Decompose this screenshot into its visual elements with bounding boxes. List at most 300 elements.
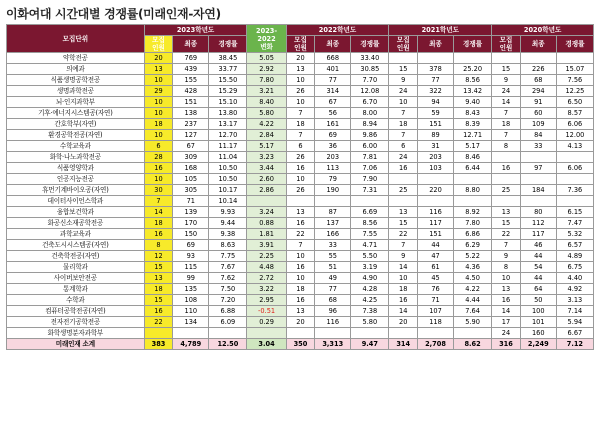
rate-2020-cell [556, 152, 593, 163]
recruit-2021-cell: 10 [389, 273, 418, 284]
rate-2022-cell: 7.31 [351, 185, 389, 196]
unit-header: 모집단위 [7, 25, 145, 53]
rate-2023-cell: 11.04 [209, 152, 247, 163]
rate-2023-cell [209, 328, 247, 339]
recruit-2021-cell [389, 196, 418, 207]
final-2021-cell: 2,708 [418, 339, 454, 350]
final-2021-cell: 117 [418, 218, 454, 229]
rate-2023-cell: 11.17 [209, 141, 247, 152]
rate-2021-cell: 5.17 [454, 141, 492, 152]
final-2021-cell: 71 [418, 295, 454, 306]
final-2023-cell: 135 [173, 284, 209, 295]
rate-2022-cell: 7.38 [351, 306, 389, 317]
change-2023-2022-cell: 2.72 [247, 273, 286, 284]
final-2020-cell: 184 [520, 185, 556, 196]
recruit-2021-cell: 18 [389, 119, 418, 130]
department-name: 미래인재 소계 [7, 339, 145, 350]
final-2022-cell: 113 [315, 163, 351, 174]
change-2023-2022-cell: 7.80 [247, 75, 286, 86]
recruit-2023-cell: 7 [144, 196, 173, 207]
recruit-2023-cell: 10 [144, 75, 173, 86]
recruit-2020-cell: 8 [492, 141, 521, 152]
rate-2023-cell: 10.14 [209, 196, 247, 207]
year-2022-header: 2022학년도 [286, 25, 389, 36]
recruit-2022-cell: 18 [286, 284, 315, 295]
table-row [7, 284, 594, 295]
recruit-2022-cell: 20 [286, 317, 315, 328]
recruit-2021-cell: 25 [389, 185, 418, 196]
rate-2020-cell: 15.07 [556, 64, 593, 75]
final-2020-cell: 60 [520, 108, 556, 119]
rate-2023-cell: 12.70 [209, 130, 247, 141]
rate-2022-cell [351, 196, 389, 207]
department-name: 데이터사이언스학과 [7, 196, 145, 207]
recruit-2022-cell: 7 [286, 108, 315, 119]
final-2022-cell: 51 [315, 262, 351, 273]
final-2020-cell [520, 152, 556, 163]
department-name: 생명과학전공 [7, 86, 145, 97]
recruit-2022-cell: 16 [286, 262, 315, 273]
department-name: 환경공학전공(자연) [7, 130, 145, 141]
final-2021-cell: 220 [418, 185, 454, 196]
final-2023-cell: 69 [173, 240, 209, 251]
rate-2021-cell: 8.80 [454, 185, 492, 196]
recruit-header [144, 36, 173, 53]
rate-2021-cell: 8.92 [454, 207, 492, 218]
department-name: 과학교육과 [7, 229, 145, 240]
rate-2022-cell: 9.86 [351, 130, 389, 141]
rate-2020-cell: 6.06 [556, 119, 593, 130]
final-2021-cell: 151 [418, 119, 454, 130]
recruit-2021-cell: 7 [389, 108, 418, 119]
rate-2022-cell: 8.56 [351, 218, 389, 229]
final-2020-cell: 33 [520, 141, 556, 152]
final-2021-cell: 94 [418, 97, 454, 108]
department-name: 간호학부(자연) [7, 119, 145, 130]
rate-2020-cell: 6.15 [556, 207, 593, 218]
rate-2021-cell: 8.39 [454, 119, 492, 130]
recruit-2020-cell: 13 [492, 284, 521, 295]
rate-2020-cell: 7.56 [556, 75, 593, 86]
recruit-2020-cell [492, 174, 521, 185]
rate-2020-cell: 12.25 [556, 86, 593, 97]
final-2022-cell: 161 [315, 119, 351, 130]
department-name: 인공지능전공 [7, 174, 145, 185]
recruit-2023-cell: 22 [144, 317, 173, 328]
recruit-2020-cell: 22 [492, 229, 521, 240]
final-2021-cell: 103 [418, 163, 454, 174]
department-name: 사이버보안전공 [7, 273, 145, 284]
recruit-2021-cell: 7 [389, 130, 418, 141]
rate-2023-cell: 9.44 [209, 218, 247, 229]
final-2022-cell: 166 [315, 229, 351, 240]
recruit-2020-cell: 7 [492, 130, 521, 141]
rate-2022-cell: 6.00 [351, 141, 389, 152]
rate-header: 경쟁률 [454, 36, 492, 53]
final-2022-cell: 203 [315, 152, 351, 163]
recruit-2023-cell [144, 328, 173, 339]
change-2023-2022-cell: 3.23 [247, 152, 286, 163]
table-row [7, 53, 594, 64]
recruit-2022-cell: 10 [286, 251, 315, 262]
rate-2020-cell: 6.06 [556, 163, 593, 174]
rate-2020-cell: 7.14 [556, 306, 593, 317]
table-row [7, 97, 594, 108]
final-2021-cell: 77 [418, 75, 454, 86]
recruit-2021-cell: 24 [389, 86, 418, 97]
final-2023-cell: 769 [173, 53, 209, 64]
final-2020-cell: 64 [520, 284, 556, 295]
rate-2021-cell: 5.90 [454, 317, 492, 328]
recruit-2021-cell: 7 [389, 240, 418, 251]
table-row [7, 86, 594, 97]
final-2023-cell: 99 [173, 273, 209, 284]
total-row [7, 339, 594, 350]
rate-2020-cell: 7.47 [556, 218, 593, 229]
final-2021-cell: 47 [418, 251, 454, 262]
final-2022-cell: 116 [315, 317, 351, 328]
final-2023-cell: 151 [173, 97, 209, 108]
rate-2022-cell: 4.28 [351, 284, 389, 295]
recruit-2021-cell: 22 [389, 229, 418, 240]
recruit-header [389, 36, 418, 53]
final-2022-cell: 33 [315, 240, 351, 251]
change-2023-2022-cell: 2.95 [247, 295, 286, 306]
rate-2021-cell: 8.46 [454, 152, 492, 163]
rate-2020-cell: 12.00 [556, 130, 593, 141]
rate-2020-cell: 4.40 [556, 273, 593, 284]
department-name: 뇌·인지과학부 [7, 97, 145, 108]
change-2023-2022-cell: 3.91 [247, 240, 286, 251]
rate-2023-cell: 33.77 [209, 64, 247, 75]
rate-2020-cell [556, 174, 593, 185]
rate-2022-cell: 7.81 [351, 152, 389, 163]
final-2020-cell: 91 [520, 97, 556, 108]
rate-2020-cell: 6.75 [556, 262, 593, 273]
department-name: 수학과 [7, 295, 145, 306]
recruit-2021-cell: 13 [389, 207, 418, 218]
rate-2023-cell: 12.50 [209, 339, 247, 350]
recruit-2023-cell: 14 [144, 207, 173, 218]
change-2023-2022-cell: 5.80 [247, 108, 286, 119]
recruit-2023-cell: 10 [144, 130, 173, 141]
final-2023-cell: 115 [173, 262, 209, 273]
final-header: 최종 [315, 36, 351, 53]
recruit-2022-cell: 18 [286, 119, 315, 130]
table-row [7, 64, 594, 75]
recruit-2023-cell: 15 [144, 262, 173, 273]
rate-2021-cell: 5.22 [454, 251, 492, 262]
final-2020-cell: 50 [520, 295, 556, 306]
recruit-2020-cell: 316 [492, 339, 521, 350]
final-2023-cell: 237 [173, 119, 209, 130]
final-2023-cell [173, 328, 209, 339]
page-title: 이화여대 시간대별 경쟁률(미래인재-자연) [6, 7, 221, 21]
rate-2022-cell: 7.90 [351, 174, 389, 185]
rate-2020-cell [556, 196, 593, 207]
change-2023-2022-cell: 5.17 [247, 141, 286, 152]
rate-header: 경쟁률 [556, 36, 593, 53]
rate-2020-cell [556, 53, 593, 64]
final-2021-cell: 203 [418, 152, 454, 163]
table-row [7, 108, 594, 119]
recruit-2020-cell: 9 [492, 75, 521, 86]
rate-2022-cell: 8.94 [351, 119, 389, 130]
recruit-2022-cell: 350 [286, 339, 315, 350]
rate-2022-cell: 3.19 [351, 262, 389, 273]
recruit-2020-cell: 16 [492, 163, 521, 174]
recruit-2020-cell: 13 [492, 207, 521, 218]
recruit-line1: 모집 [152, 36, 165, 44]
recruit-2020-cell: 17 [492, 317, 521, 328]
department-name: 건축학전공(자연) [7, 251, 145, 262]
final-2021-cell: 322 [418, 86, 454, 97]
final-2021-cell: 89 [418, 130, 454, 141]
recruit-2023-cell: 30 [144, 185, 173, 196]
final-2021-cell: 378 [418, 64, 454, 75]
recruit-2022-cell: 6 [286, 141, 315, 152]
table-row [7, 229, 594, 240]
final-2022-cell: 190 [315, 185, 351, 196]
final-2023-cell: 150 [173, 229, 209, 240]
recruit-2023-cell: 10 [144, 97, 173, 108]
rate-2022-cell: 33.40 [351, 53, 389, 64]
rate-2023-cell: 8.63 [209, 240, 247, 251]
final-2020-cell: 84 [520, 130, 556, 141]
change-2023-2022-cell: 3.21 [247, 86, 286, 97]
final-2023-cell: 127 [173, 130, 209, 141]
final-2022-cell: 401 [315, 64, 351, 75]
final-2022-cell [315, 196, 351, 207]
rate-2022-cell: 8.00 [351, 108, 389, 119]
rate-2023-cell: 6.09 [209, 317, 247, 328]
rate-2023-cell: 15.29 [209, 86, 247, 97]
final-2021-cell: 107 [418, 306, 454, 317]
change-2023-2022-cell: 3.24 [247, 207, 286, 218]
final-2023-cell: 108 [173, 295, 209, 306]
year-2020-header: 2020학년도 [492, 25, 594, 36]
recruit-2022-cell: 26 [286, 185, 315, 196]
final-2023-cell: 170 [173, 218, 209, 229]
final-2020-cell: 160 [520, 328, 556, 339]
rate-2022-cell: 4.90 [351, 273, 389, 284]
department-name: 식품영양학과 [7, 163, 145, 174]
rate-2021-cell [454, 328, 492, 339]
final-2022-cell: 49 [315, 273, 351, 284]
department-name: 휴먼기계바이오공(자연) [7, 185, 145, 196]
recruit-2023-cell: 13 [144, 64, 173, 75]
table-row [7, 218, 594, 229]
recruit-2021-cell: 15 [389, 218, 418, 229]
rate-2021-cell: 8.56 [454, 75, 492, 86]
recruit-2022-cell: 16 [286, 163, 315, 174]
final-2023-cell: 168 [173, 163, 209, 174]
rate-2022-cell: 4.71 [351, 240, 389, 251]
final-2023-cell: 105 [173, 174, 209, 185]
recruit-2023-cell: 20 [144, 53, 173, 64]
recruit-line2: 인원 [294, 44, 307, 52]
rate-2022-cell: 5.50 [351, 251, 389, 262]
rate-2023-cell: 10.17 [209, 185, 247, 196]
recruit-2021-cell: 6 [389, 141, 418, 152]
rate-2021-cell: 7.80 [454, 218, 492, 229]
recruit-2022-cell: 26 [286, 86, 315, 97]
recruit-2021-cell: 18 [389, 284, 418, 295]
rate-2021-cell: 4.36 [454, 262, 492, 273]
final-2021-cell: 116 [418, 207, 454, 218]
change-2023-2022-cell: -0.51 [247, 306, 286, 317]
final-2020-cell [520, 53, 556, 64]
rate-2021-cell: 13.42 [454, 86, 492, 97]
recruit-line1: 모집 [396, 36, 410, 44]
final-2022-cell [315, 328, 351, 339]
final-2021-cell: 61 [418, 262, 454, 273]
change-2023-2022-cell: 4.22 [247, 119, 286, 130]
recruit-2021-cell: 314 [389, 339, 418, 350]
rate-2022-cell: 7.55 [351, 229, 389, 240]
table-row [7, 75, 594, 86]
final-2020-cell: 2,249 [520, 339, 556, 350]
rate-2020-cell: 4.89 [556, 251, 593, 262]
final-2020-cell: 44 [520, 251, 556, 262]
recruit-2022-cell: 10 [286, 273, 315, 284]
final-2021-cell [418, 174, 454, 185]
rate-header: 경쟁률 [209, 36, 247, 53]
rate-2020-cell: 5.32 [556, 229, 593, 240]
rate-2021-cell: 12.71 [454, 130, 492, 141]
change-2023-2022-cell: 2.60 [247, 174, 286, 185]
final-2023-cell: 305 [173, 185, 209, 196]
year-2023-header: 2023학년도 [144, 25, 247, 36]
final-2022-cell: 137 [315, 218, 351, 229]
rate-2020-cell: 7.36 [556, 185, 593, 196]
recruit-2021-cell: 14 [389, 262, 418, 273]
table-row [7, 317, 594, 328]
table-row [7, 251, 594, 262]
recruit-2022-cell [286, 328, 315, 339]
department-name: 건축도시시스템공(자연) [7, 240, 145, 251]
recruit-2023-cell: 10 [144, 174, 173, 185]
table-row [7, 163, 594, 174]
table-body [7, 53, 594, 350]
change-2023-2022-cell [247, 328, 286, 339]
rate-2021-cell: 8.43 [454, 108, 492, 119]
recruit-2020-cell: 16 [492, 295, 521, 306]
recruit-2023-cell: 18 [144, 284, 173, 295]
rate-2022-cell: 6.69 [351, 207, 389, 218]
rate-2021-cell: 6.29 [454, 240, 492, 251]
final-2020-cell: 68 [520, 75, 556, 86]
recruit-2020-cell: 15 [492, 64, 521, 75]
recruit-2022-cell [286, 196, 315, 207]
table-row [7, 174, 594, 185]
change-2023-2022-cell: 3.44 [247, 163, 286, 174]
recruit-2020-cell: 8 [492, 262, 521, 273]
rate-2021-cell: 4.50 [454, 273, 492, 284]
rate-2020-cell: 4.92 [556, 284, 593, 295]
change-2023-2022-cell: 1.81 [247, 229, 286, 240]
final-2021-cell: 151 [418, 229, 454, 240]
final-2020-cell: 80 [520, 207, 556, 218]
final-2023-cell: 309 [173, 152, 209, 163]
department-name: 화학생명분자과학부 [7, 328, 145, 339]
department-name: 통계학과 [7, 284, 145, 295]
rate-2022-cell: 9.47 [351, 339, 389, 350]
table-row [7, 306, 594, 317]
rate-2022-cell: 12.08 [351, 86, 389, 97]
rate-2021-cell: 6.44 [454, 163, 492, 174]
rate-2020-cell: 3.13 [556, 295, 593, 306]
final-2023-cell: 428 [173, 86, 209, 97]
recruit-2020-cell: 9 [492, 251, 521, 262]
change-header-line3: 변화 [260, 42, 273, 51]
final-2023-cell: 138 [173, 108, 209, 119]
final-2022-cell: 668 [315, 53, 351, 64]
final-2021-cell [418, 53, 454, 64]
final-header: 최종 [418, 36, 454, 53]
rate-2021-cell: 4.44 [454, 295, 492, 306]
change-2023-2022-cell: 0.29 [247, 317, 286, 328]
recruit-2021-cell [389, 53, 418, 64]
final-2020-cell [520, 196, 556, 207]
competition-rate-table [6, 24, 594, 350]
change-2023-2022-cell: 2.84 [247, 130, 286, 141]
recruit-2023-cell: 6 [144, 141, 173, 152]
recruit-header [492, 36, 521, 53]
rate-2023-cell: 7.75 [209, 251, 247, 262]
table-row [7, 295, 594, 306]
change-2023-2022-cell: 2.92 [247, 64, 286, 75]
final-2023-cell: 93 [173, 251, 209, 262]
department-name: 물리학과 [7, 262, 145, 273]
recruit-line2: 인원 [152, 44, 165, 52]
recruit-2022-cell: 7 [286, 130, 315, 141]
final-2020-cell: 109 [520, 119, 556, 130]
recruit-2020-cell: 24 [492, 86, 521, 97]
rate-2021-cell: 8.62 [454, 339, 492, 350]
table-row [7, 130, 594, 141]
rate-2023-cell: 13.80 [209, 108, 247, 119]
rate-2020-cell: 5.94 [556, 317, 593, 328]
department-name: 화공신소재공학전공 [7, 218, 145, 229]
table-row [7, 185, 594, 196]
final-2021-cell: 44 [418, 240, 454, 251]
rate-2022-cell: 7.70 [351, 75, 389, 86]
rate-2020-cell: 8.57 [556, 108, 593, 119]
rate-header: 경쟁률 [351, 36, 389, 53]
recruit-2022-cell: 13 [286, 64, 315, 75]
final-2022-cell: 67 [315, 97, 351, 108]
department-name: 컴퓨터공학전공(자연) [7, 306, 145, 317]
recruit-2020-cell: 10 [492, 273, 521, 284]
recruit-2021-cell: 24 [389, 152, 418, 163]
table-row [7, 262, 594, 273]
recruit-2022-cell: 16 [286, 218, 315, 229]
final-2023-cell: 439 [173, 64, 209, 75]
rate-2021-cell [454, 174, 492, 185]
recruit-2022-cell: 26 [286, 152, 315, 163]
recruit-2021-cell: 20 [389, 317, 418, 328]
final-2020-cell: 100 [520, 306, 556, 317]
recruit-2021-cell: 14 [389, 306, 418, 317]
final-2020-cell: 112 [520, 218, 556, 229]
department-name: 식품생명공학전공 [7, 75, 145, 86]
rate-2023-cell: 7.67 [209, 262, 247, 273]
final-2022-cell: 79 [315, 174, 351, 185]
change-header-line1: 2023- [256, 26, 278, 35]
rate-2023-cell: 15.50 [209, 75, 247, 86]
department-name: 수학교육과 [7, 141, 145, 152]
